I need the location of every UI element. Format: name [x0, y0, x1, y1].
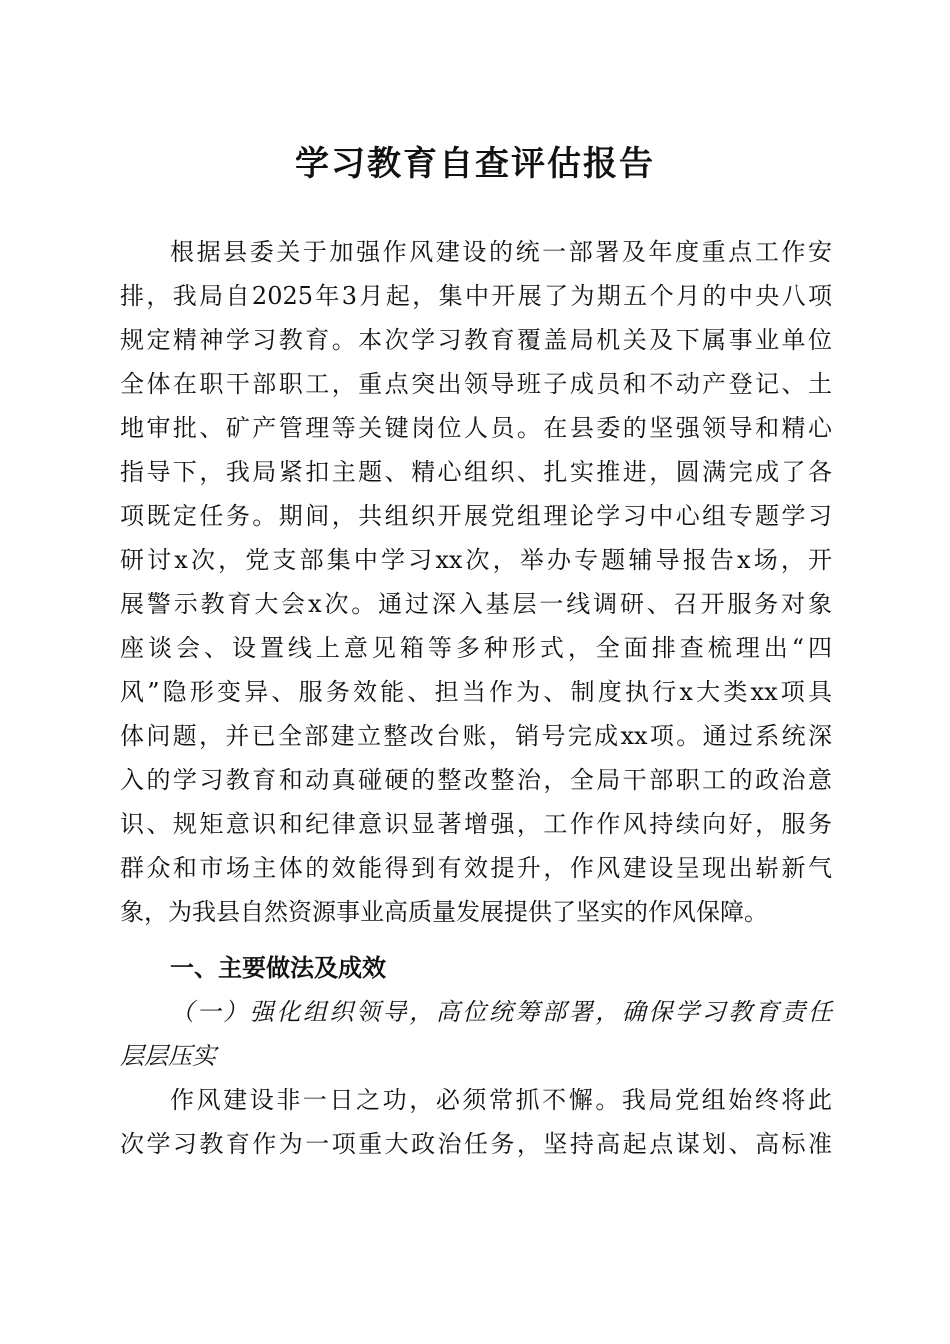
text-line: 群众和市场主体的效能得到有效提升，作风建设呈现出崭新气	[120, 854, 832, 882]
text-line: 研讨x次，党支部集中学习xx次，举办专题辅导报告x场，开	[120, 546, 832, 574]
text-line: 展警示教育大会x次。通过深入基层一线调研、召开服务对象	[120, 590, 832, 618]
text-line: 次学习教育作为一项重大政治任务，坚持高起点谋划、高标准	[120, 1130, 832, 1158]
subsection-heading	[120, 990, 832, 1078]
document-title: 学习教育自查评估报告	[295, 144, 655, 184]
text-line: 体问题，并已全部建立整改台账，销号完成xx项。通过系统深	[120, 722, 832, 750]
text-line: 层层压实	[120, 1042, 216, 1070]
body-paragraph	[120, 1078, 832, 1166]
text-line: 全体在职干部职工，重点突出领导班子成员和不动产登记、土	[120, 370, 832, 398]
text-line: 入的学习教育和动真碰硬的整改整治，全局干部职工的政治意	[120, 766, 832, 794]
text-line: 指导下，我局紧扣主题、精心组织、扎实推进，圆满完成了各	[120, 458, 832, 486]
text-line: 规定精神学习教育。本次学习教育覆盖局机关及下属事业单位	[120, 326, 832, 354]
text-line: 风”隐形变异、服务效能、担当作为、制度执行x大类xx项具	[120, 678, 832, 706]
text-line: 项既定任务。期间，共组织开展党组理论学习中心组专题学习	[120, 502, 832, 530]
text-line: 作风建设非一日之功，必须常抓不懈。我局党组始终将此	[170, 1086, 832, 1114]
text-line: 地审批、矿产管理等关键岗位人员。在县委的坚强领导和精心	[120, 414, 832, 442]
text-line: （一）强化组织领导，高位统筹部署，确保学习教育责任	[170, 998, 832, 1026]
text-line: 座谈会、设置线上意见箱等多种形式，全面排查梳理出“四	[120, 634, 832, 662]
text-line: 识、规矩意识和纪律意识显著增强，工作作风持续向好，服务	[120, 810, 832, 838]
section-heading	[120, 946, 832, 990]
intro-paragraph	[120, 230, 832, 934]
text-line: 根据县委关于加强作风建设的统一部署及年度重点工作安	[170, 238, 832, 266]
text-line: 象，为我县自然资源事业高质量发展提供了坚实的作风保障。	[120, 898, 768, 926]
text-line: 排，我局自2025年3月起，集中开展了为期五个月的中央八项	[120, 282, 832, 310]
section-heading-text: 一、主要做法及成效	[170, 953, 386, 982]
